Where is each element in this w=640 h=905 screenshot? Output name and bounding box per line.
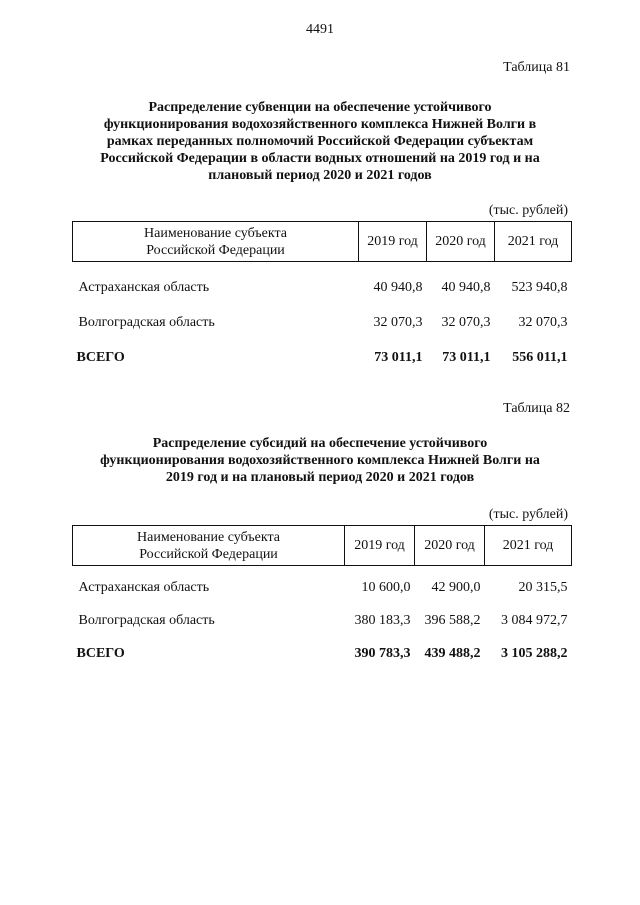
header-subject-line1: Наименование субъекта: [137, 529, 280, 545]
table-81-units: (тыс. рублей): [488, 203, 568, 218]
row-2020: 396 588,2: [424, 612, 481, 628]
title-line: Распределение субвенции на обеспечение устойчивого: [148, 100, 492, 115]
total-2019: 390 783,3: [354, 645, 411, 661]
table-82-label: Таблица 82: [503, 401, 570, 416]
row-2021: 32 070,3: [518, 314, 568, 330]
total-2020: 73 011,1: [442, 349, 491, 365]
total-2021: 3 105 288,2: [501, 645, 568, 661]
total-2020: 439 488,2: [424, 645, 481, 661]
table-row: [73, 578, 572, 598]
row-name: Астраханская область: [78, 279, 210, 295]
title-line: Распределение субсидий на обеспечение устойчивого: [152, 436, 488, 451]
row-name: Волгоградская область: [78, 612, 215, 628]
header-subject-line2: Российской Федерации: [139, 546, 278, 562]
row-2019: 32 070,3: [373, 314, 423, 330]
row-2021: 3 084 972,7: [501, 612, 568, 628]
header-subject: [73, 526, 345, 566]
title-line: функционирования водохозяйственного комплекса Нижней Волги на: [100, 453, 540, 468]
table-header-row: [73, 526, 572, 566]
table-header-row: [73, 222, 572, 262]
total-2019: 73 011,1: [374, 349, 423, 365]
row-name: Волгоградская область: [78, 314, 215, 330]
header-2021: 2021 год: [485, 526, 572, 566]
total-2021: 556 011,1: [512, 349, 568, 365]
header-2020: 2020 год: [427, 222, 495, 262]
header-2020: 2020 год: [415, 526, 485, 566]
total-row: [73, 644, 572, 664]
header-subject-line2: Российской Федерации: [146, 242, 285, 258]
table-row: [73, 313, 572, 333]
total-label: ВСЕГО: [76, 349, 125, 365]
header-2021: 2021 год: [495, 222, 572, 262]
row-2021: 523 940,8: [511, 279, 568, 295]
header-2019: 2019 год: [359, 222, 427, 262]
total-label: ВСЕГО: [76, 645, 125, 661]
table-81-title: [80, 99, 560, 184]
total-row: [73, 348, 572, 368]
page-number: 4491: [306, 22, 334, 37]
table-82: [72, 525, 572, 664]
row-2020: 40 940,8: [441, 279, 491, 295]
row-2020: 42 900,0: [431, 579, 481, 595]
table-81-label: Таблица 81: [503, 60, 570, 75]
title-line: 2019 год и на плановый период 2020 и 2021 годов: [165, 470, 475, 485]
table-row: [73, 278, 572, 298]
row-2021: 20 315,5: [518, 579, 568, 595]
header-subject-line1: Наименование субъекта: [144, 225, 287, 241]
row-2019: 40 940,8: [373, 279, 423, 295]
header-subject: [73, 222, 359, 262]
title-line: плановый период 2020 и 2021 годов: [208, 168, 432, 183]
row-name: Астраханская область: [78, 579, 210, 595]
title-line: функционирования водохозяйственного комплекса Нижней Волги в: [103, 117, 537, 132]
table-82-units: (тыс. рублей): [488, 507, 568, 522]
title-line: рамках переданных полномочий Российской Федерации субъектам: [106, 134, 534, 149]
row-2019: 10 600,0: [361, 579, 411, 595]
row-2019: 380 183,3: [354, 612, 411, 628]
title-line: Российской Федерации в области водных отношений на 2019 год и на: [100, 151, 540, 166]
row-2020: 32 070,3: [441, 314, 491, 330]
table-row: [73, 611, 572, 631]
table-82-title: [80, 435, 560, 486]
table-81: [72, 221, 572, 368]
header-2019: 2019 год: [345, 526, 415, 566]
